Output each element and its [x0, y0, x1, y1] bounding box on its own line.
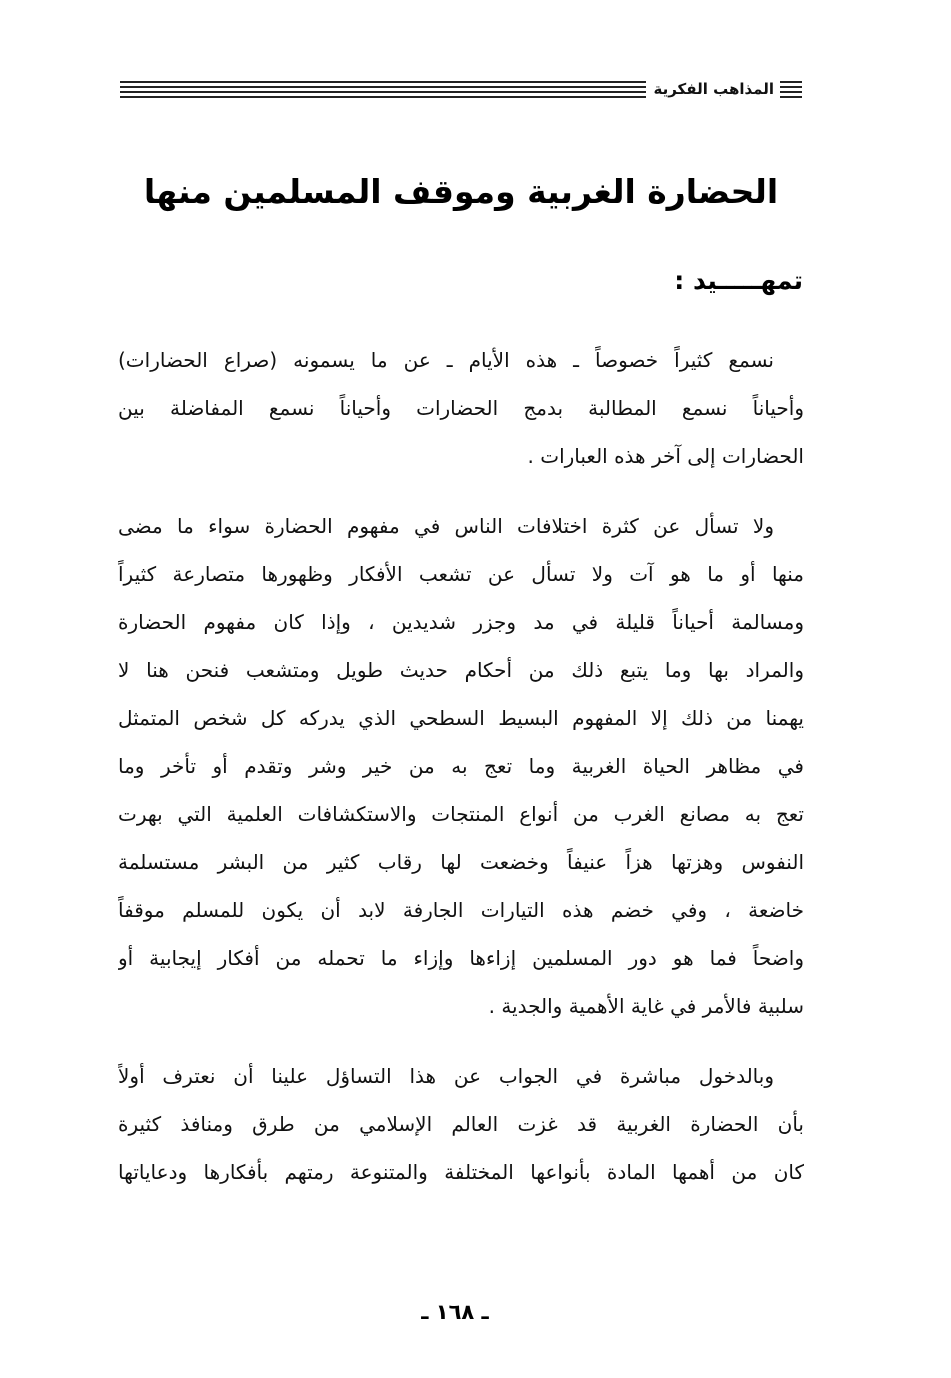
page-number: ـ ١٦٨ ـ — [421, 1300, 489, 1324]
text-line: بأن الحضارة الغربية قد غزت العالم الإسلامي من طرق ومنافذ كثيرة — [118, 1112, 804, 1136]
text-line: وأحياناً نسمع المطالبة بدمج الحضارات وأحياناً نسمع المفاضلة بين — [118, 396, 804, 420]
chapter-title: الحضارة الغربية وموقف المسلمين منها — [143, 172, 779, 211]
text-line: كان من أهمها المادة بأنواعها المختلفة والمتنوعة رمتهم بأفكارها ودعاياتها — [118, 1160, 804, 1184]
header-rule — [120, 81, 646, 98]
text-line: وبالدخول مباشرة في الجواب عن هذا التساؤل علينا أن نعترف أولاً — [118, 1064, 774, 1088]
paragraph — [118, 1052, 804, 1196]
text-line: ولا تسأل عن كثرة اختلافات الناس في مفهوم الحضارة سواء ما مضى — [118, 514, 774, 538]
text-line: واضحاً فما هو دور المسلمين إزاءها وإزاء ما تحمله من أفكار إيجابية أو — [118, 946, 804, 970]
paragraph — [118, 336, 804, 480]
text-line: منها أو ما هو آت ولا تسأل عن تشعب الأفكار وظهورها متصارعة كثيراً — [118, 562, 804, 586]
running-title: المذاهب الفكرية — [653, 80, 774, 98]
header-ornament-icon — [780, 81, 802, 98]
body-text — [118, 336, 804, 1196]
paragraph — [118, 502, 804, 1030]
text-line: ومسالمة أحياناً قليلة في مد وجزر شديدين ، وإذا كان مفهوم الحضارة — [118, 610, 804, 634]
section-heading: تمهـــــيد : — [674, 266, 803, 295]
running-header — [120, 78, 802, 100]
text-line: سلبية فالأمر في غاية الأهمية والجدية . — [488, 994, 804, 1018]
text-line: تعج به مصانع الغرب من أنواع المنتجات والاستكشافات العلمية التي بهرت — [118, 802, 804, 826]
text-line: النفوس وهزتها هزاً عنيفاً وخضعت لها رقاب كثير من البشر مستسلمة — [118, 850, 804, 874]
text-line: خاضعة ، وفي خضم هذه التيارات الجارفة لابد أن يكون للمسلم موقفاً — [118, 898, 804, 922]
text-line: في مظاهر الحياة الغربية وما تعج به من خير وشر وتقدم أو تأخر وما — [118, 754, 804, 778]
text-line: الحضارات إلى آخر هذه العبارات . — [527, 444, 804, 468]
text-line: يهمنا من ذلك إلا المفهوم البسيط السطحي الذي يدركه كل شخص المتمثل — [118, 706, 804, 730]
text-line: والمراد بها وما يتبع ذلك من أحكام حديث طويل ومتشعب فنحن هنا لا — [118, 658, 804, 682]
text-line: نسمع كثيراً خصوصاً ـ هذه الأيام ـ عن ما يسمونه (صراع الحضارات) — [118, 348, 774, 372]
